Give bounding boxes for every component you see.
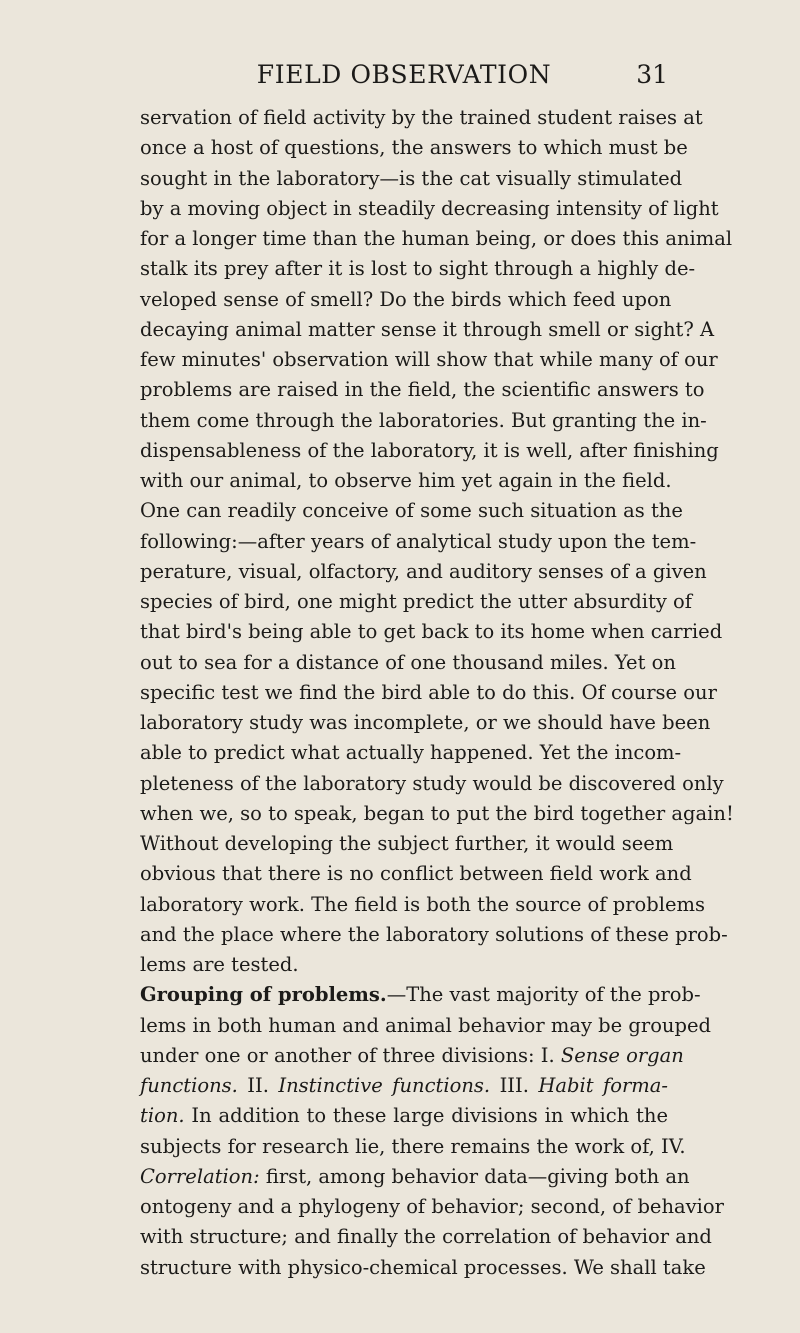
- italic-term: Sense organ: [560, 1043, 684, 1067]
- italic-term: Instinctive functions.: [278, 1074, 491, 1097]
- text-line: sought in the laboratory—is the cat visually stimulated: [140, 166, 683, 190]
- text-line: dispensableness of the laboratory, it is well, after finishing: [140, 438, 719, 462]
- grouping-line-4: [140, 1071, 668, 1101]
- text-line: out to sea for a distance of one thousand miles. Yet on: [140, 650, 676, 674]
- text-line: when we, so to speak, began to put the bird together again!: [140, 801, 734, 825]
- text-line: following:—after years of analytical study upon the tem-: [140, 529, 697, 553]
- text-line: laboratory study was incomplete, or we should have been: [140, 711, 711, 734]
- page-header: [140, 60, 668, 100]
- text-line: with our animal, to observe him yet again in the field.: [140, 469, 672, 492]
- text-run: first, among behavior data—giving both an: [259, 1164, 690, 1188]
- text-line: them come through the laboratories. But granting the in-: [140, 408, 707, 432]
- text-line: and the place where the laboratory solutions of these prob-: [140, 922, 728, 946]
- text-run: In addition to these large divisions in which the: [184, 1104, 668, 1128]
- text-line: ontogeny and a phylogeny of behavior; second, of behavior: [140, 1195, 724, 1218]
- page-number: 31: [636, 60, 668, 89]
- text-line: able to predict what actually happened. Yet the incom-: [140, 741, 682, 765]
- running-title: FIELD OBSERVATION: [256, 60, 552, 89]
- text-line: lems in both human and animal behavior may be grouped: [140, 1013, 711, 1037]
- text-line: pleteness of the laboratory study would be discovered only: [140, 771, 724, 795]
- text-run: III.: [490, 1074, 539, 1097]
- text-line: stalk its prey after it is lost to sight through a highly de-: [140, 257, 696, 281]
- italic-term: functions.: [140, 1074, 238, 1097]
- text-line: Without developing the subject further, it would seem: [140, 832, 674, 855]
- text-run: II.: [237, 1074, 279, 1097]
- text-line: veloped sense of smell? Do the birds which feed upon: [140, 287, 672, 311]
- text-line: problems are raised in the field, the scientific answers to: [140, 378, 705, 402]
- grouping-line-3: [140, 1041, 684, 1071]
- text-line: One can readily conceive of some such situation as the: [140, 499, 683, 523]
- grouping-line-5: [140, 1101, 668, 1131]
- text-line: structure with physico-chemical processes. We shall take: [140, 1255, 706, 1279]
- text-line: once a host of questions, the answers to which must be: [140, 136, 688, 160]
- text-line: lems are tested.: [140, 953, 299, 976]
- body-text: [140, 103, 734, 1283]
- text-run: —The vast majority of the prob-: [386, 983, 701, 1007]
- grouping-line-7: [140, 1162, 690, 1192]
- section-heading: Grouping of problems.: [140, 983, 387, 1007]
- text-line: few minutes' observation will show that while many of our: [140, 348, 718, 371]
- text-line: obvious that there is no conflict between field work and: [140, 862, 692, 886]
- text-line: for a longer time than the human being, or does this animal: [140, 227, 733, 250]
- text-line: perature, visual, olfactory, and auditory senses of a given: [140, 559, 707, 583]
- text-line: servation of field activity by the trained student raises at: [140, 106, 703, 129]
- text-line: subjects for research lie, there remains the work of, IV.: [140, 1134, 686, 1158]
- text-line: that bird's being able to get back to its home when carried: [140, 620, 723, 644]
- text-line: by a moving object in steadily decreasing intensity of light: [140, 196, 719, 220]
- italic-term: tion.: [140, 1104, 185, 1128]
- text-run: under one or another of three divisions: I.: [140, 1043, 561, 1067]
- italic-term: Correlation:: [140, 1164, 260, 1188]
- text-line: decaying animal matter sense it through smell or sight? A: [140, 317, 715, 341]
- text-line: specific test we find the bird able to do this. Of course our: [140, 680, 717, 704]
- text-line: species of bird, one might predict the utter absurdity of: [140, 590, 693, 613]
- text-line: laboratory work. The field is both the source of problems: [140, 892, 706, 916]
- text-line: with structure; and finally the correlation of behavior and: [140, 1225, 712, 1249]
- italic-term: Habit forma-: [538, 1074, 668, 1097]
- grouping-line-1: [140, 980, 701, 1010]
